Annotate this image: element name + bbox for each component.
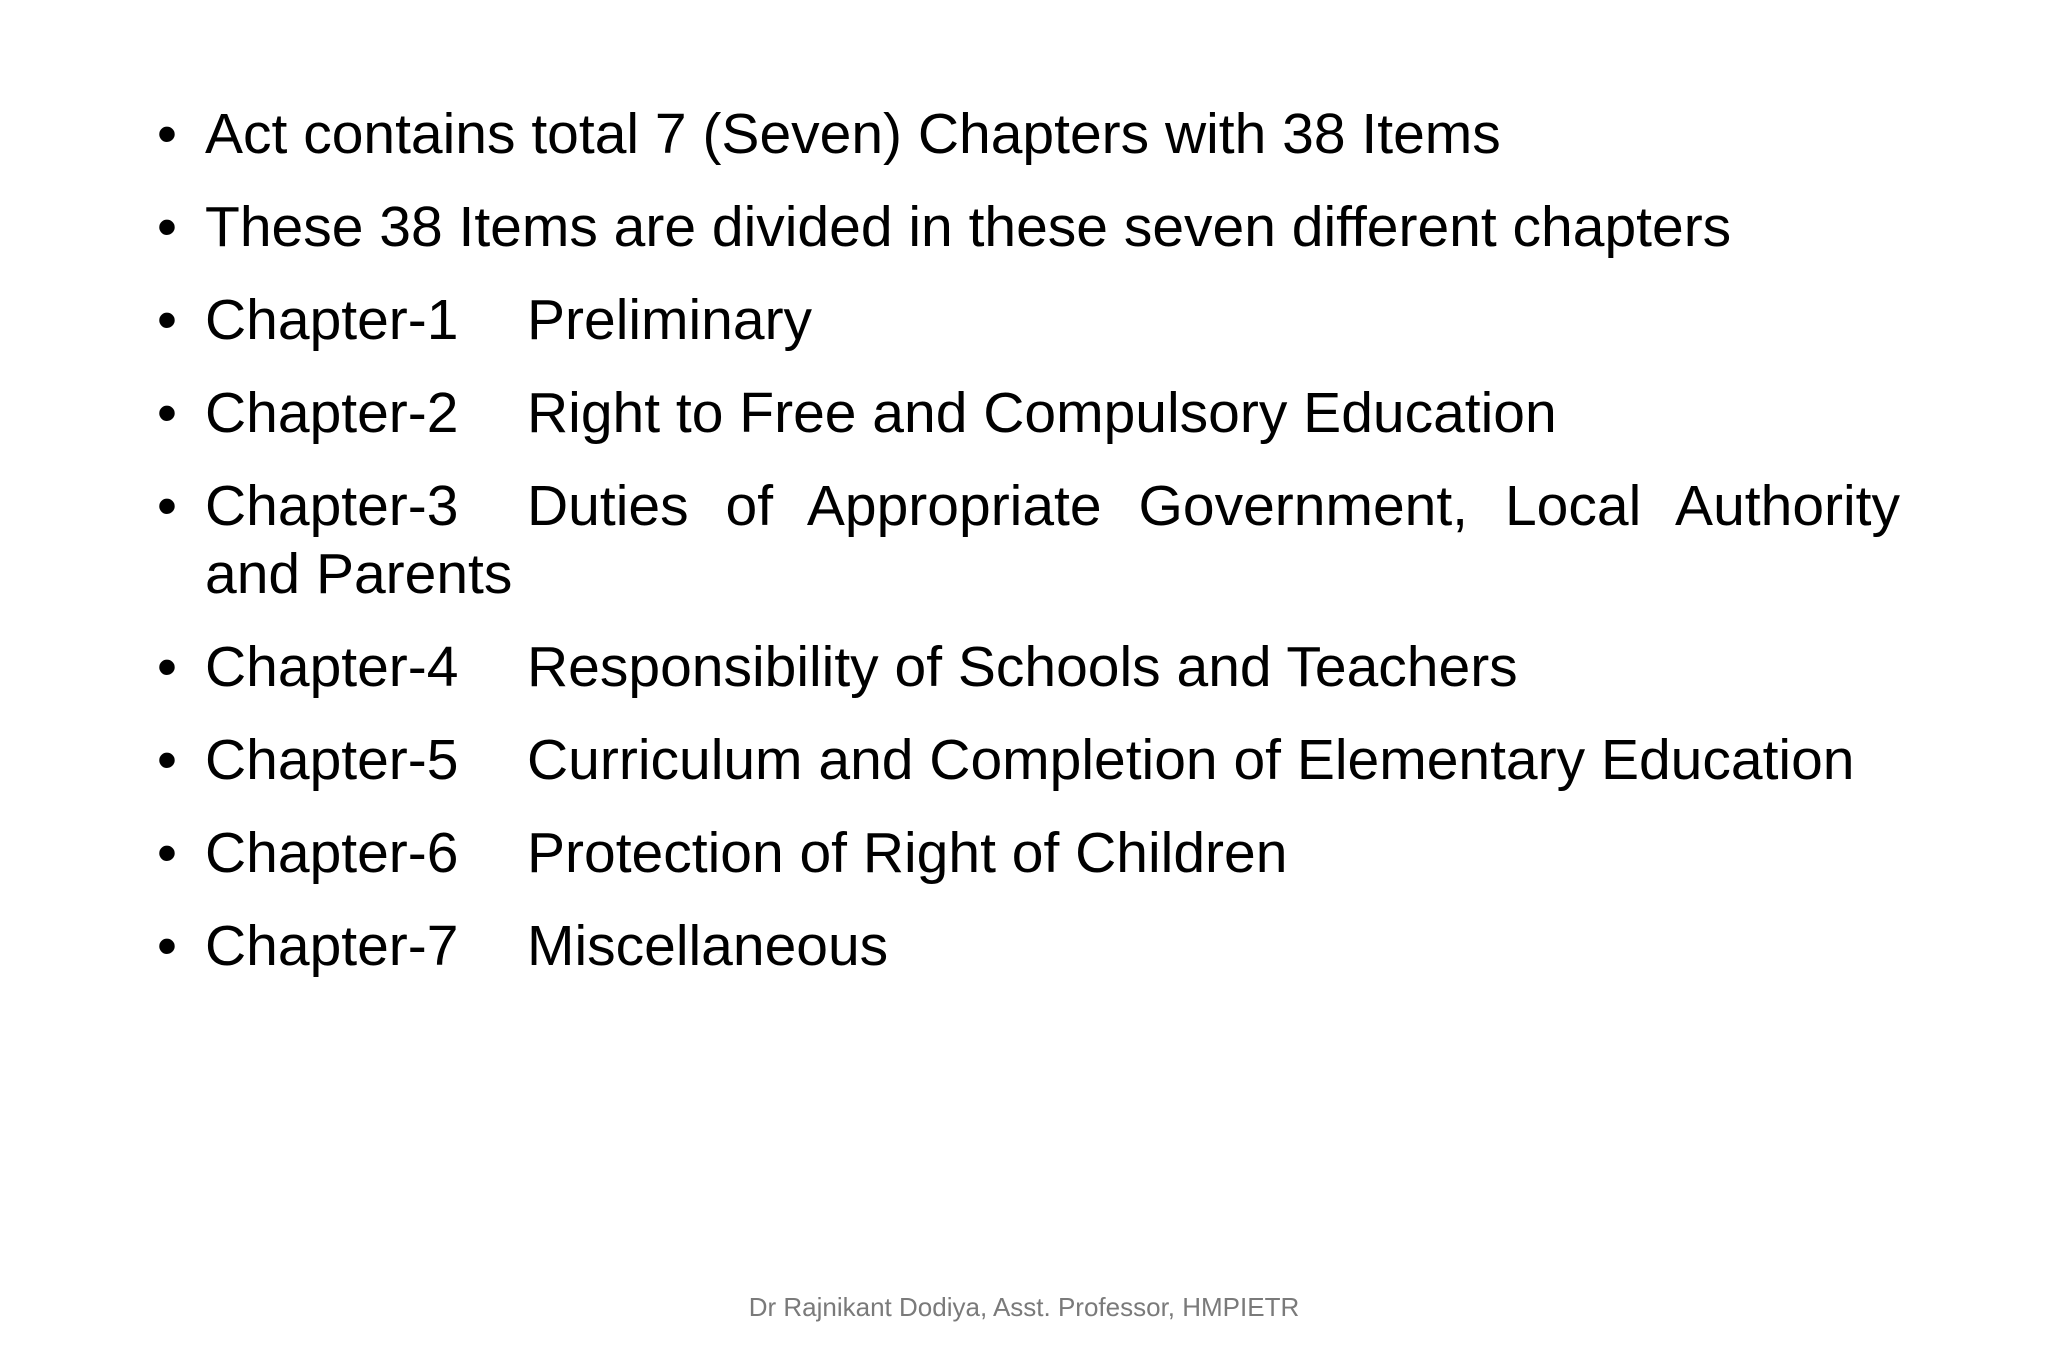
bullet-item-chapter-3 [155, 472, 1900, 608]
chapter-title: Protection of Right of Children [527, 821, 1288, 885]
bullet-item-chapter-4 [155, 633, 1900, 701]
chapter-title: Duties of Appropriate Government, Local Authority and Parents [205, 474, 1900, 606]
chapter-number: Chapter-4 [205, 635, 459, 699]
chapter-number: Chapter-6 [205, 821, 459, 885]
bullet-dot-icon: • [157, 914, 177, 978]
bullet-text: Act contains total 7 (Seven) Chapters with 38 Items [205, 102, 1501, 166]
bullet-item-chapter-6 [155, 819, 1900, 887]
chapter-number: Chapter-3 [205, 474, 459, 538]
bullet-dot-icon: • [157, 728, 177, 792]
bullet-item-act-summary [155, 100, 1900, 168]
bullet-dot-icon: • [157, 288, 177, 352]
bullet-item-chapter-5 [155, 726, 1900, 794]
slide-footer: Dr Rajnikant Dodiya, Asst. Professor, HMPIETR [748, 1292, 1300, 1322]
chapter-number: Chapter-1 [205, 288, 459, 352]
bullet-item-chapter-1 [155, 286, 1900, 354]
chapter-title: Right to Free and Compulsory Education [527, 381, 1557, 445]
bullet-dot-icon: • [157, 102, 177, 166]
chapter-number: Chapter-5 [205, 728, 459, 792]
chapter-title: Responsibility of Schools and Teachers [527, 635, 1518, 699]
chapter-title: Miscellaneous [527, 914, 889, 978]
bullet-text: These 38 Items are divided in these seven different chapters [205, 195, 1732, 259]
chapter-title: Preliminary [527, 288, 813, 352]
bullet-dot-icon: • [157, 821, 177, 885]
bullet-item-chapter-2 [155, 379, 1900, 447]
bullet-item-chapter-7 [155, 912, 1900, 980]
bullet-dot-icon: • [157, 381, 177, 445]
chapter-number: Chapter-7 [205, 914, 459, 978]
bullet-dot-icon: • [157, 474, 177, 538]
bullet-item-items-division [155, 193, 1900, 261]
bullet-list [155, 100, 1900, 1005]
bullet-dot-icon: • [157, 635, 177, 699]
chapter-number: Chapter-2 [205, 381, 459, 445]
chapter-title: Curriculum and Completion of Elementary Education [527, 728, 1855, 792]
bullet-dot-icon: • [157, 195, 177, 259]
